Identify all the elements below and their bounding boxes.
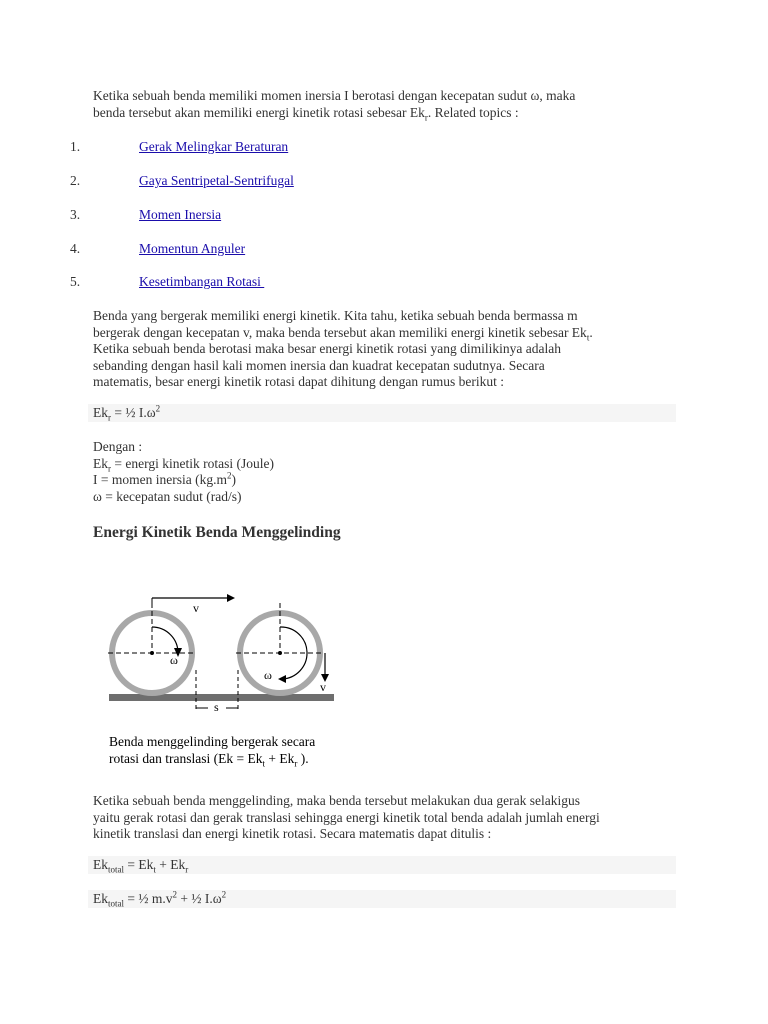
body1-line-3: Ketika sebuah benda berotasi maka besar energi kinetik rotasi yang dimilikinya adalah [93,341,561,356]
body1-line-2: bergerak dengan kecepatan v, maka benda tersebut akan memiliki energi kinetik sebesar $Ek_t$. [93,324,593,343]
link-momen-inersia[interactable]: Momen Inersia [139,207,222,222]
intro-paragraph [93,88,678,121]
formula-rotational-energy: $Ek_r$ = ½ $I.\omega^2$ [88,404,676,422]
link-kesetimbangan-rotasi[interactable]: Kesetimbangan Rotasi [139,274,265,289]
body1-line-1: Benda yang bergerak memiliki energi kinetik. Kita tahu, ketika sebuah benda bermassa m [93,308,578,323]
label-v-top: v [193,601,199,615]
label-v-right: v [320,680,326,694]
definition-omega: ω = kecepatan sudut (rad/s) [93,488,242,504]
formula-total-energy: $Ek_{total} = Ek_t + Ek_r$ [88,856,676,874]
intro-line-2: benda tersebut akan memiliki energi kinetik rotasi sebesar $Ek_r$. Related topics : [93,104,519,123]
definitions-intro: Dengan : [93,439,143,454]
label-omega-right: ω [264,668,272,682]
velocity-arrowhead-top [227,594,235,602]
body1-line-4: sebanding dengan hasil kali momen inersia dan kuadrat kecepatan sudutnya. Secara [93,357,545,373]
label-omega-left: ω [170,653,178,667]
definitions [93,439,678,505]
definition-ekr: $Ek_r$ = energi kinetik rotasi (Joule) [93,455,274,474]
body-paragraph-2 [93,793,678,843]
body-paragraph-1 [93,308,678,391]
link-momentun-anguler[interactable]: Momentun Anguler [139,241,246,256]
caption-line-1: Benda menggelinding bergerak secara [109,734,316,749]
list-number: 5. [70,274,81,289]
link-gerak-melingkar-beraturan[interactable]: Gerak Melingkar Beraturan [139,139,289,154]
figure-caption [109,733,315,767]
body2-line-1: Ketika sebuah benda menggelinding, maka benda tersebut melakukan dua gerak selakigus [93,793,580,808]
body2-line-2: yaitu gerak rotasi dan gerak translasi sehingga energi kinetik total benda adalah jumlah energi [93,809,600,825]
body2-line-3: kinetik translasi dan energi kinetik rotasi. Secara matematis dapat ditulis : [93,826,492,841]
formula-total-energy-expanded: $Ek_{total}$ = ½ $m.v^2$ + ½ $I.\omega^2$ [88,890,676,908]
list-number: 3. [70,207,81,222]
list-number: 2. [70,173,81,188]
section-heading: Energi Kinetik Benda Menggelinding [93,524,341,541]
intro-line-1: Ketika sebuah benda memiliki momen inersia I berotasi dengan kecepatan sudut ω, maka [93,88,576,103]
list-number: 1. [70,139,81,154]
caption-line-2: rotasi dan translasi ($Ek = Ek_t + Ek_r$ ). [109,751,309,769]
label-s: s [214,700,219,714]
definition-i: I = momen inersia $(kg.m^2)$ [93,470,236,487]
link-gaya-sentripetal-sentrifugal[interactable]: Gaya Sentripetal-Sentrifugal [139,173,294,188]
rolling-wheels-figure [100,585,345,720]
list-number: 4. [70,241,81,256]
ground-bar [109,694,334,701]
body1-line-5: matematis, besar energi kinetik rotasi dapat dihitung dengan rumus berikut : [93,374,505,389]
